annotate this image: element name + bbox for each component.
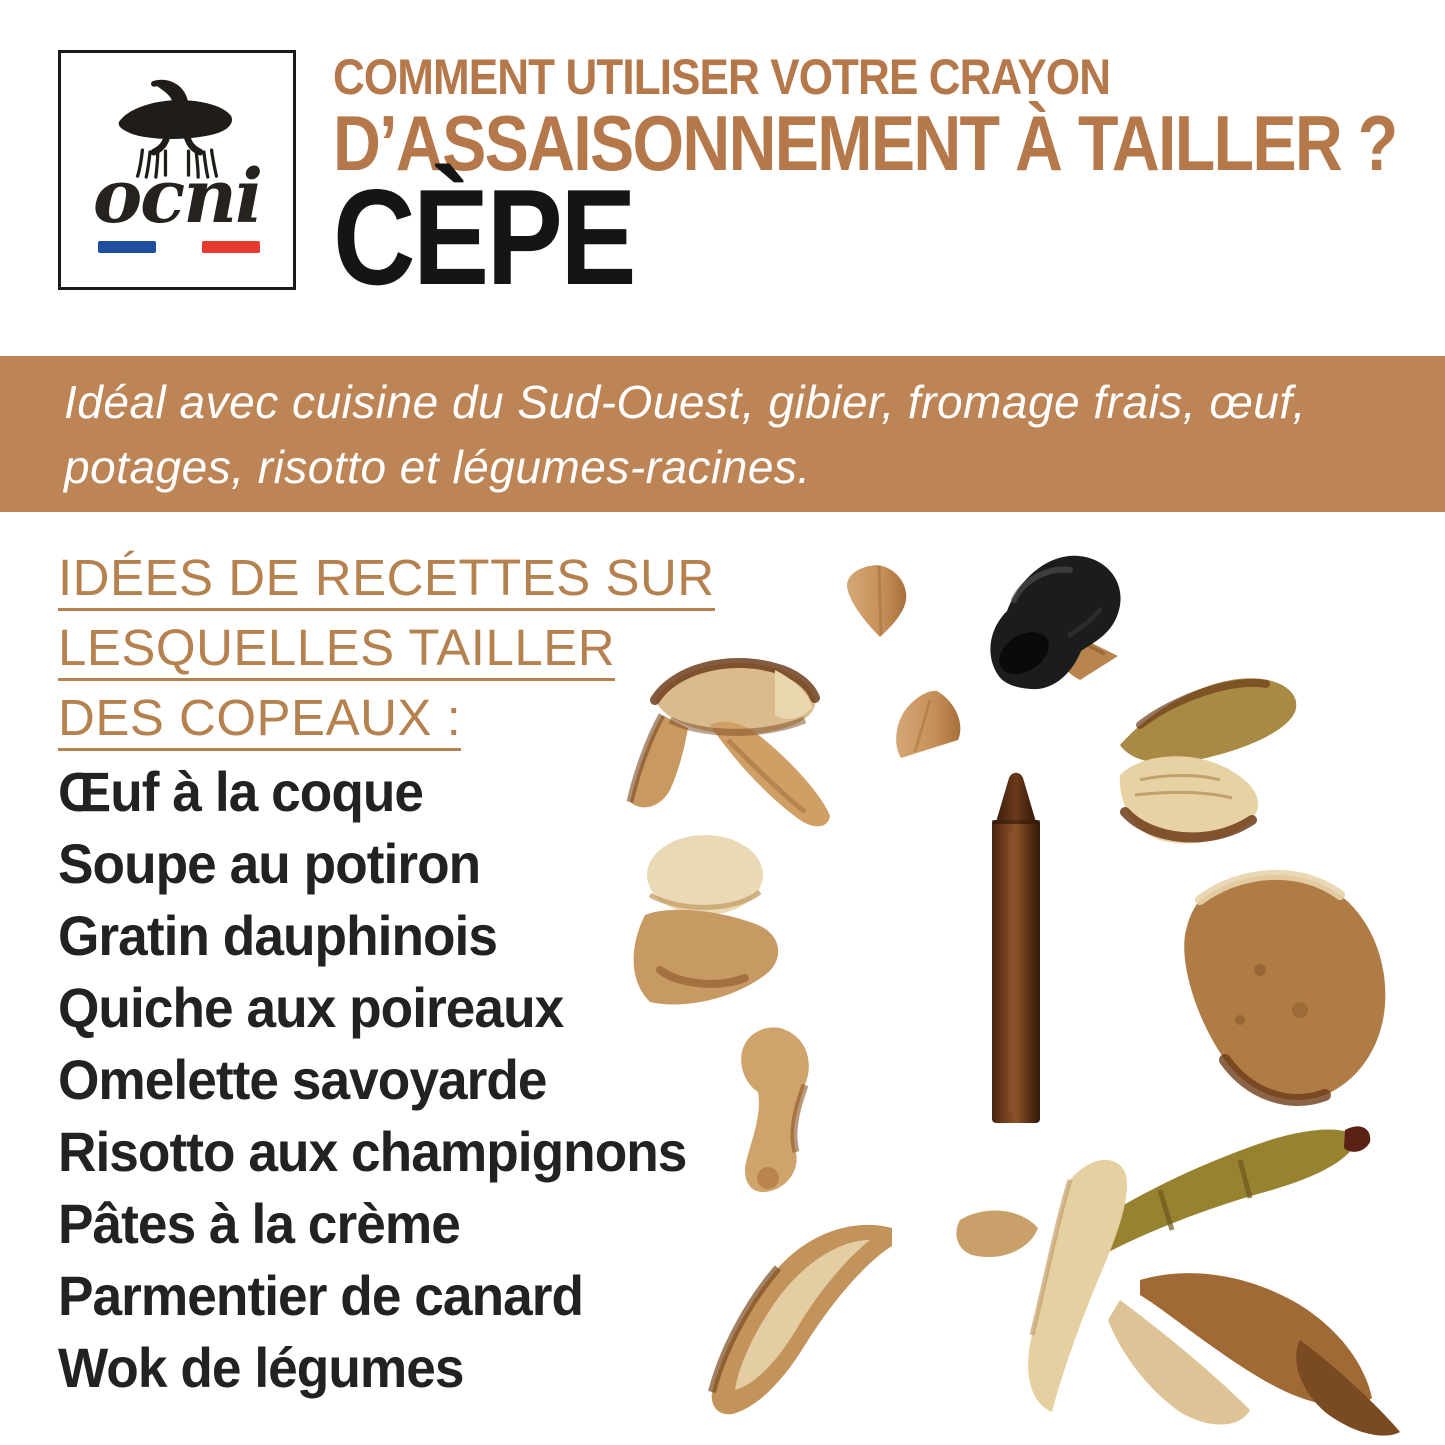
- dried-cepe-pieces: [1120, 678, 1296, 843]
- recipe-item: Parmentier de canard: [58, 1264, 584, 1327]
- recipe-item: Pâtes à la crème: [58, 1192, 460, 1255]
- shaving-cone: [847, 565, 906, 637]
- brand-name: ocni: [92, 154, 262, 240]
- recipes-heading-line: IDÉES DE RECETTES SUR: [58, 552, 715, 611]
- dried-cepe-pieces: [712, 1225, 892, 1414]
- header-line-2: D’ASSAISONNEMENT À TAILLER ?: [333, 99, 1397, 187]
- recipe-item: Quiche aux poireaux: [58, 976, 564, 1039]
- recipe-item: Soupe au potiron: [58, 832, 481, 895]
- recipe-item: Wok de légumes: [58, 1336, 464, 1399]
- pairing-banner: [0, 356, 1445, 512]
- recipe-item: Œuf à la coque: [58, 760, 424, 823]
- recipes-heading-line: DES COPEAUX :: [58, 692, 461, 751]
- product-title: CÈPE: [333, 161, 635, 313]
- seasoning-crayon: [992, 773, 1040, 1123]
- dried-cepe-pieces: [1184, 875, 1385, 1100]
- dried-cepe-pieces: [741, 1027, 809, 1192]
- flag-red-dash: [202, 241, 260, 253]
- dried-cepe-pieces: [634, 835, 779, 1004]
- ocni-logo: [58, 50, 296, 290]
- shaving-cone: [896, 691, 960, 758]
- pencil-sharpener: [990, 556, 1120, 689]
- recipes-list: [58, 756, 686, 1404]
- recipe-item: Omelette savoyarde: [58, 1048, 547, 1111]
- recipe-item: Gratin dauphinois: [58, 904, 498, 967]
- product-photo: [600, 540, 1445, 1445]
- recipes-heading-line: LESQUELLES TAILLER: [58, 622, 615, 681]
- flag-blue-dash: [98, 241, 156, 253]
- header-line-1: COMMENT UTILISER VOTRE CRAYON: [333, 49, 1111, 105]
- recipe-item: Risotto aux champignons: [58, 1120, 687, 1183]
- dried-cepe-pieces: [630, 663, 830, 826]
- dried-cepe-pieces: [956, 1126, 1400, 1435]
- pairing-text: Idéal avec cuisine du Sud-Ouest, gibier, fromage frais, œuf, potages, risotto et légumes-racines.: [64, 376, 1306, 493]
